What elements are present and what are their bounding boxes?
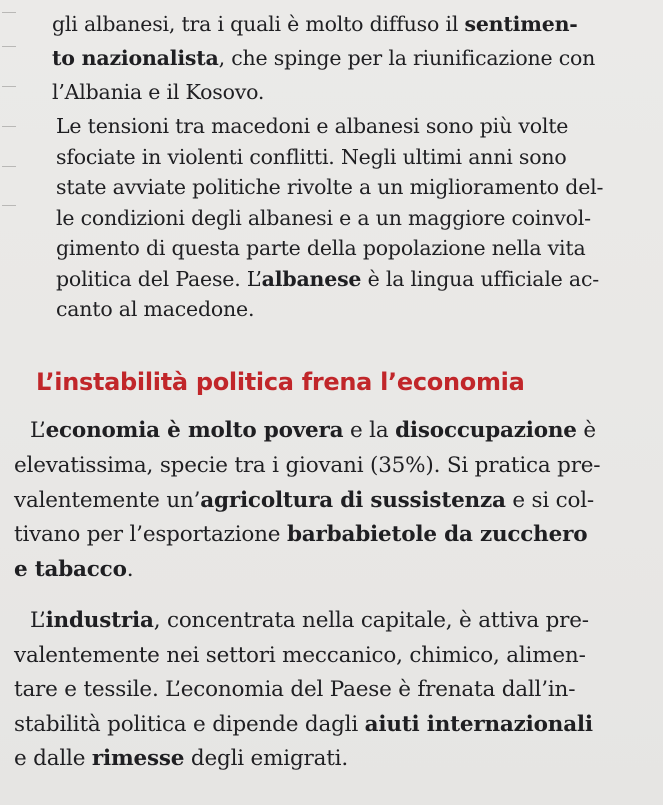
bold-term: barbabietole da zucchero	[286, 522, 588, 548]
text-line	[14, 518, 600, 553]
text-run: è	[576, 418, 596, 443]
text-line	[52, 8, 595, 42]
text-line	[52, 76, 595, 110]
text-run: L’	[30, 608, 46, 633]
text-line	[34, 142, 603, 173]
bold-term: aiuti internazionali	[364, 711, 593, 737]
paragraph-ethnic-tensions	[34, 111, 603, 325]
margin-tick	[2, 46, 16, 47]
text-run: è la lingua ufficiale ac-	[361, 266, 599, 291]
text-run: e si col-	[505, 487, 594, 513]
text-run: tare e tessile. L’economia del Paese è frenata dall’in-	[14, 677, 576, 703]
text-run: Le tensioni tra macedoni e albanesi sono più volte	[56, 114, 569, 138]
margin-tick	[2, 86, 16, 87]
paragraph-industry	[14, 604, 593, 777]
text-run: canto al macedone.	[56, 297, 255, 321]
text-line	[34, 264, 603, 295]
text-line	[14, 742, 593, 777]
text-line	[34, 111, 603, 142]
text-run: degli emigrati.	[184, 746, 348, 772]
text-line	[34, 233, 603, 264]
text-run: L’	[30, 418, 46, 443]
bold-term: albanese	[261, 266, 362, 291]
text-line	[14, 673, 593, 708]
text-line	[34, 172, 603, 203]
text-line	[14, 414, 600, 449]
bold-term: agricoltura di sussistenza	[200, 487, 506, 513]
text-line	[52, 42, 595, 76]
margin-tick	[2, 205, 16, 206]
text-run: le condizioni degli albanesi e a un maggiore coinvol-	[56, 205, 591, 230]
text-run: , concentrata nella capitale, è attiva pre-	[153, 608, 589, 633]
text-line	[14, 553, 600, 588]
bold-term: economia è molto povera	[45, 418, 344, 443]
bold-term: industria	[45, 608, 154, 633]
text-run: elevatissima, specie tra i giovani (35%). Si pratica pre-	[14, 452, 601, 478]
bold-term: to nazionalista	[52, 45, 219, 70]
bold-term: disoccupazione	[395, 418, 577, 443]
text-run: tivano per l’esportazione	[14, 522, 287, 548]
text-run: gli albanesi, tra i quali è molto diffuso il	[52, 12, 465, 36]
text-run: valentemente nei settori meccanico, chimico, alimen-	[14, 642, 586, 668]
text-run: gimento di questa parte della popolazione nella vita	[56, 236, 586, 260]
text-line	[14, 639, 593, 674]
text-run: politica del Paese. L’	[56, 266, 262, 291]
text-line	[34, 203, 603, 234]
margin-rule-marks	[0, 0, 24, 240]
text-line	[14, 708, 593, 743]
paragraph-albanian-nationalism	[52, 8, 595, 109]
text-line	[14, 484, 600, 519]
paragraph-economy	[14, 414, 600, 588]
text-run: .	[126, 557, 134, 583]
margin-tick	[2, 126, 16, 127]
section-heading: L’instabilità politica frena l’economia	[36, 368, 525, 396]
text-run: e la	[343, 418, 396, 443]
text-line	[14, 604, 593, 639]
text-run: , che spinge per la riunificazione con	[218, 45, 596, 70]
bold-term: rimesse	[91, 746, 185, 772]
bold-term: sentimen-	[464, 12, 578, 36]
margin-tick	[2, 12, 16, 13]
bold-term: e tabacco	[14, 557, 127, 583]
text-run: valentemente un’	[14, 487, 201, 513]
text-run: e dalle	[14, 746, 92, 772]
text-line	[14, 449, 600, 484]
text-run: state avviate politiche rivolte a un miglioramento del-	[56, 175, 604, 199]
margin-tick	[2, 166, 16, 167]
text-run: stabilità politica e dipende dagli	[14, 711, 365, 737]
text-line	[34, 294, 603, 325]
text-run: l’Albania e il Kosovo.	[52, 79, 265, 104]
text-run: sfociate in violenti conflitti. Negli ultimi anni sono	[56, 144, 567, 169]
